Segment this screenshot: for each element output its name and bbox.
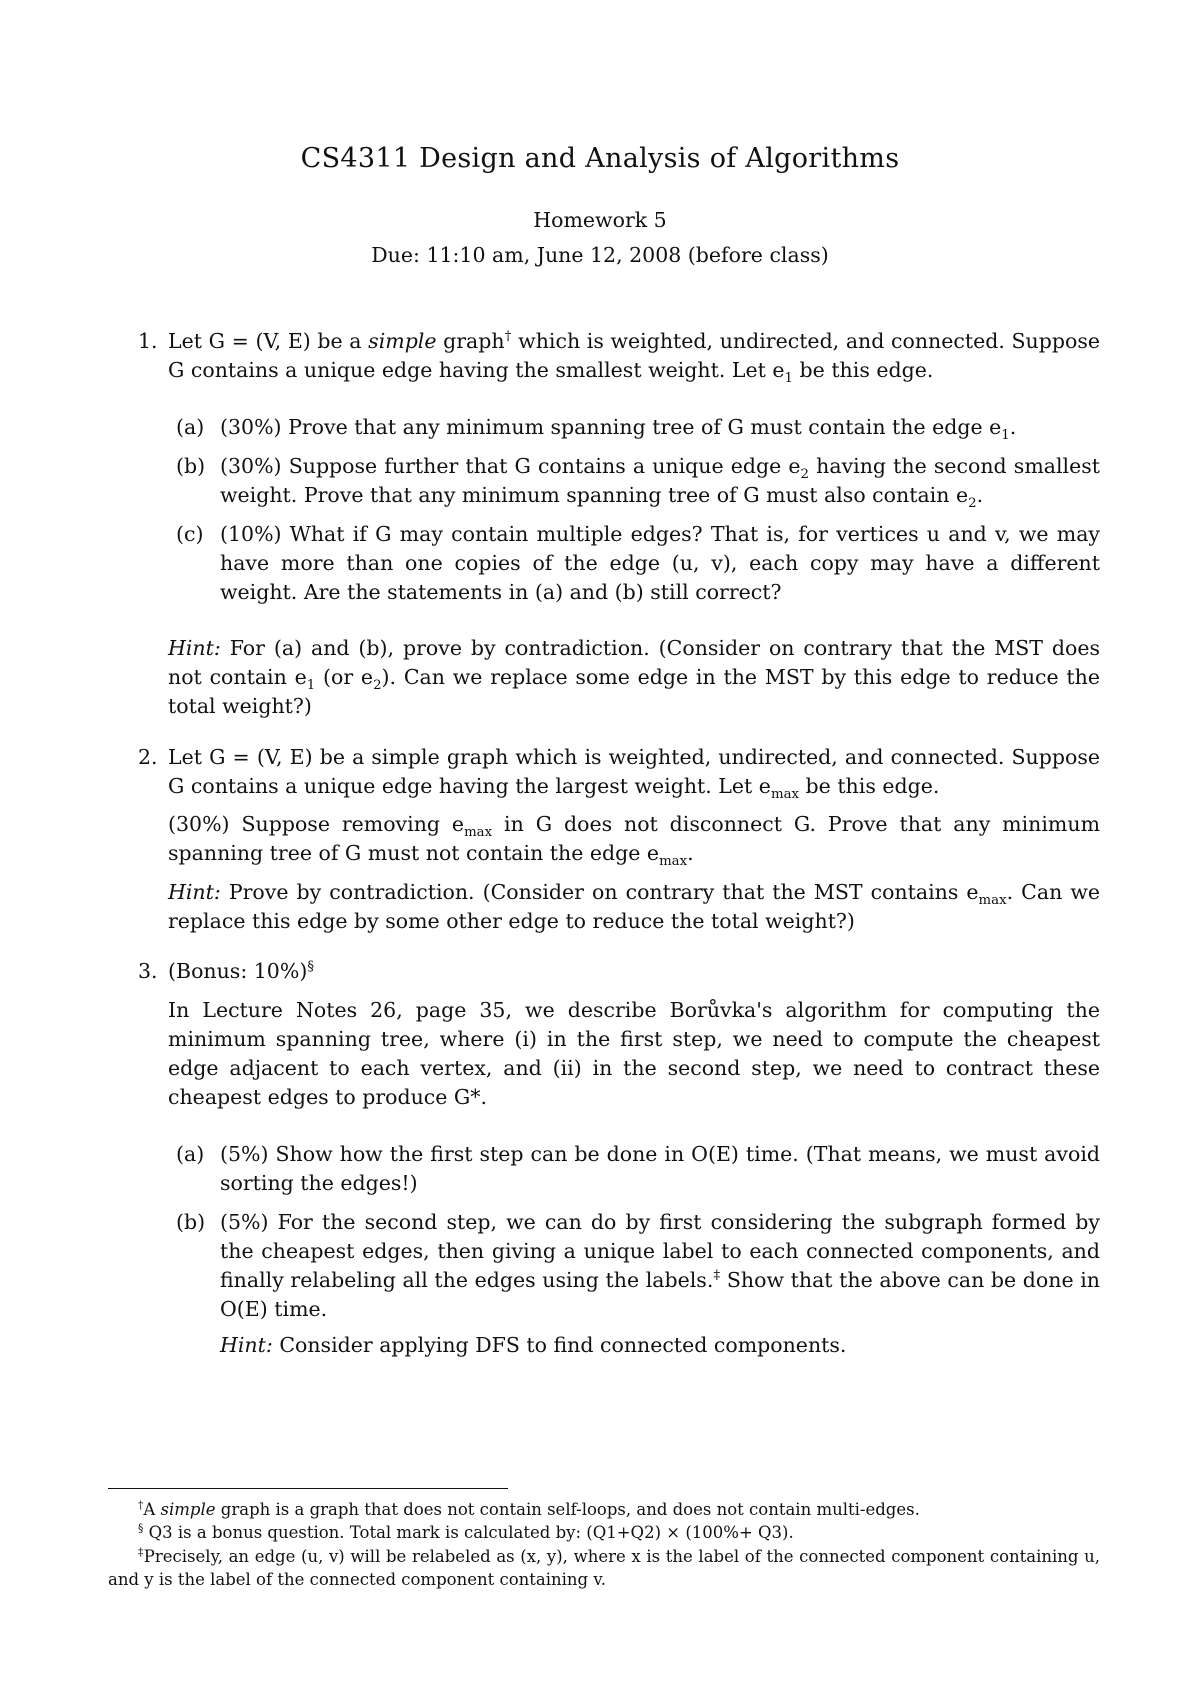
homework-number: Homework 5 bbox=[533, 208, 667, 232]
q1a-label: (a) bbox=[176, 415, 205, 439]
q3a-text: (5%) Show how the first step can be done in O(E) time. (That means, we must avoid sorting the edges!) bbox=[220, 1142, 1100, 1195]
footnote-simple-graph: †A simple graph is a graph that does not contain self-loops, and does not contain multi-edges. bbox=[138, 1498, 920, 1519]
q2-intro: Let G = (V, E) be a simple graph which is weighted, undirected, and connected. Suppose G contains a unique edge having the largest weight. Let $e_{max}$ be this edge. bbox=[168, 745, 1100, 803]
q1c-text: (10%) What if G may contain multiple edges? That is, for vertices u and v, we may have more than one copies of the edge (u, v), each copy may have a different weight. Are the statements in (a) and (b) still correct? bbox=[220, 522, 1100, 604]
q2-hint: Hint: Prove by contradiction. (Consider on contrary that the MST contains $e_{max}$. Can we replace this edge by some other edge to reduce the total weight?) bbox=[168, 880, 1100, 933]
q1-number: 1. bbox=[138, 329, 158, 353]
q3b-label: (b) bbox=[176, 1210, 206, 1234]
q2-number: 2. bbox=[138, 745, 158, 769]
q1b-text: (30%) Suppose further that G contains a unique edge $e_2$ having the second smallest weight. Prove that any minimum spanning tree of G must also contain $e_2$. bbox=[220, 454, 1100, 512]
due-date: Due: 11:10 am, June 12, 2008 (before class) bbox=[371, 243, 829, 267]
q2-body: (30%) Suppose removing $e_{max}$ in G does not disconnect G. Prove that any minimum spanning tree of G must not contain the edge $e_{max}$. bbox=[168, 812, 1101, 870]
footnote-rule bbox=[108, 1488, 508, 1489]
q1a-text: (30%) Prove that any minimum spanning tree of G must contain the edge $e_1$. bbox=[220, 415, 1017, 444]
footnote-bonus: § Q3 is a bonus question. Total mark is calculated by: (Q1+Q2) × (100%+ Q3). bbox=[138, 1521, 794, 1542]
course-title: CS4311 Design and Analysis of Algorithms bbox=[300, 143, 900, 174]
q3-hint: Hint: Consider applying DFS to find connected components. bbox=[220, 1333, 847, 1357]
q1-hint: Hint: For (a) and (b), prove by contradiction. (Consider on contrary that the MST does not contain $e_1$ (or $e_2$). Can we replace some edge in the MST by this edge to reduce the total weight?) bbox=[168, 636, 1100, 718]
q3a-label: (a) bbox=[176, 1142, 205, 1166]
q3-intro: In Lecture Notes 26, page 35, we describe Borůvka's algorithm for computing the minimum spanning tree, where (i) in the first step, we need to compute the cheapest edge adjacent to each vertex, and (ii) in the second step, we need to contract these cheapest edges to produce G*. bbox=[168, 998, 1100, 1109]
footnote-relabel: ‡Precisely, an edge (u, v) will be relabeled as (x, y), where x is the label of the connected component containing u, and y is the label of the connected component containing v. bbox=[108, 1545, 1101, 1589]
q1-intro: Let G = (V, E) be a simple graph† which is weighted, undirected, and connected. Suppose G contains a unique edge having the smallest weight. Let $e_1$ be this edge. bbox=[168, 329, 1100, 387]
q1b-label: (b) bbox=[176, 454, 206, 478]
q3b-text: (5%) For the second step, we can do by first considering the subgraph formed by the cheapest edges, then giving a unique label to each connected components, and finally relabeling all the edges using the labels.‡ Show that the above can be done in O(E) time. bbox=[220, 1210, 1100, 1321]
q3-heading: (Bonus: 10%)§ bbox=[168, 959, 314, 983]
q3-number: 3. bbox=[138, 959, 158, 983]
q1c-label: (c) bbox=[176, 522, 204, 546]
